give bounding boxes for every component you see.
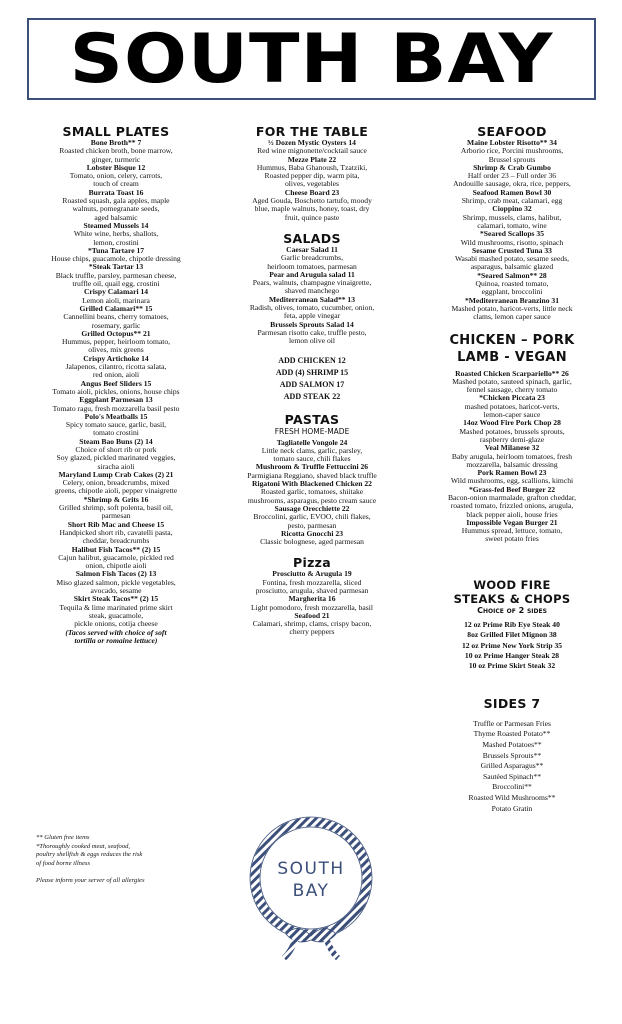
steak-item: 12 oz Prime Rib Eye Steak 40 (464, 619, 560, 629)
menu-item-description: Cajun halibut, guacamole, pickled red (58, 552, 174, 562)
menu-item (402, 297, 622, 322)
menu-item-description: House chips, guacamole, chipotle dressing (51, 254, 181, 264)
menu-item-name: *Seared Salmon** 28 (477, 270, 547, 280)
menu-item-name: Skirt Steak Tacos** (2) 15 (73, 594, 159, 604)
menu-item-description: Black truffle, parsley, parmesan cheese, (55, 270, 177, 280)
menu-item (210, 189, 414, 222)
menu-item-description: Soy glazed, pickled marinated veggies, (56, 453, 176, 463)
menu-item-description: aged balsamic (94, 212, 138, 222)
menu-item-description: Cannellini beans, cherry tomatoes, (63, 312, 169, 322)
footnote-line: ** Gluten free items (36, 834, 90, 841)
menu-item-description: Little neck clams, garlic, parsley, (261, 445, 363, 455)
menu-item-description: parmesan (101, 511, 131, 521)
menu-item-description: roasted tomato, frizzled onions, arugula, (450, 501, 574, 511)
side-item: Sautéed Spinach** (483, 771, 541, 781)
steaks-heading-2: STEAKS & CHOPS (453, 591, 571, 606)
menu-item-description: prosciutto, arugula, shaved parmesan (255, 585, 369, 595)
menu-item-description: Grilled shrimp, soft polenta, basil oil, (59, 503, 173, 513)
menu-item-description: Arborio rice, Porcini mushrooms, (460, 146, 564, 156)
menu-item-description: Hummus spread, lettuce, tomato, (461, 526, 563, 536)
menu-item-description: tomato sauce, chili flakes (273, 454, 351, 464)
menu-item-description: Spicy tomato sauce, garlic, basil, (65, 420, 167, 430)
steaks-subheading: Choice of 2 sides (477, 605, 547, 615)
menu-item-description: sweet potato fries (485, 534, 539, 544)
side-item: Potato Gratin (491, 803, 533, 813)
addon-salmon: ADD SALMON 17 (279, 379, 345, 389)
menu-item-description: Quinoa, roasted tomato, (475, 279, 549, 289)
menu-item-name: Caesar Salad 11 (286, 244, 338, 254)
footnotes (36, 834, 206, 886)
menu-item (0, 413, 232, 438)
menu-item (0, 396, 232, 413)
seafood-list (402, 139, 622, 322)
menu-item (210, 139, 414, 156)
menu-item-description: fruit, quince paste (284, 212, 340, 222)
menu-item (210, 530, 414, 547)
menu-item (402, 486, 622, 519)
menu-item-name: Salmon Fish Tacos (2) 13 (75, 569, 157, 579)
menu-item-description: pesto, parmesan (287, 520, 337, 530)
menu-item (402, 519, 622, 544)
menu-item-description: mushrooms, asparagus, pesto cream sauce (247, 495, 377, 505)
menu-item (210, 439, 414, 464)
menu-item-description: Brussel sprouts (488, 154, 536, 164)
menu-item-description: Jalapenos, cilantro, ricotta salata, (65, 362, 167, 372)
menu-item-name: Cioppino 32 (492, 204, 532, 214)
chicken-pork-heading-1: CHICKEN – PORK (449, 332, 575, 348)
pizza-list (210, 570, 414, 636)
menu-item-description: Light pomodoro, fresh mozzarella, basil (251, 602, 373, 612)
menu-item-name: Rigatoni With Blackened Chicken 22 (252, 479, 372, 489)
menu-item-name: Maine Lobster Risotto** 34 (467, 138, 557, 147)
menu-item-name: *Chicken Piccata 23 (479, 393, 545, 403)
menu-item (0, 189, 232, 222)
menu-item (210, 463, 414, 480)
menu-item-description: touch of cream (93, 179, 139, 189)
menu-item (210, 246, 414, 271)
menu-item-name: Steam Bao Buns (2) 14 (79, 436, 153, 446)
side-item: Brussels Sprouts** (482, 750, 542, 760)
menu-item-description: Lemon aioli, marinara (82, 295, 150, 305)
menu-item-name: Sausage Orecchiette 22 (274, 503, 350, 513)
menu-item-name: Tagliatelle Vongole 24 (276, 437, 348, 447)
menu-item (210, 321, 414, 346)
menu-item-description: Mashed potato, sauteed spinach, garlic, (452, 376, 572, 386)
column-middle (210, 124, 414, 637)
steak-item: 8oz Grilled Filet Mignon 38 (467, 630, 557, 640)
menu-item-name: Mezze Plate 22 (287, 154, 337, 164)
pizza-heading: Pizza (293, 555, 331, 571)
menu-item-name: 14oz Wood Fire Pork Chop 28 (463, 418, 561, 428)
menu-item-description: greens, chipotle aioli, pepper vinaigrette (54, 486, 178, 496)
menu-item-description: Wild mushrooms, risotto, spinach (460, 237, 564, 247)
menu-item (402, 164, 622, 189)
menu-item-description: cheddar, breadcrumbs (82, 536, 150, 546)
menu-item-name: *Grass-fed Beef Burger 22 (468, 484, 556, 494)
salads-heading: SALADS (283, 230, 341, 246)
menu-item (402, 444, 622, 469)
menu-item-description: olives, mix greens (88, 345, 144, 355)
menu-item-name: Impossible Vegan Burger 21 (466, 517, 558, 527)
menu-item-description: Tequila & lime marinated prime skirt (59, 602, 173, 612)
menu-item-name: *Mediterranean Branzino 31 (464, 295, 560, 305)
menu-item (210, 480, 414, 505)
rope-ring-icon (246, 810, 376, 960)
menu-item-description: Roasted squash, gala apples, maple (62, 196, 170, 206)
menu-item-name: Angus Beef Sliders 15 (80, 378, 152, 388)
footnote-line: of food borne illness (36, 859, 91, 867)
menu-item (0, 247, 232, 264)
menu-item-description: lemon, crostini (93, 237, 139, 247)
steak-item: 10 oz Prime Skirt Steak 32 (468, 661, 556, 671)
menu-item-description: Half order 23 – Full order 36 (467, 171, 557, 181)
menu-item-description: White wine, herbs, shallots, (73, 229, 159, 239)
menu-item-description: onion, chipotle aioli (85, 561, 147, 571)
menu-item-name: Eggplant Parmesan 13 (79, 395, 153, 405)
steak-item: 12 oz Prime New York Strip 35 (461, 640, 563, 650)
sides-heading: SIDES 7 (483, 695, 541, 711)
footnote-line: poultry shellfish & eggs reduces the risk (36, 851, 143, 859)
side-item: Thyme Roasted Potato** (473, 729, 551, 739)
menu-item-name: Roasted Chicken Scarpariello** 26 (455, 368, 569, 378)
menu-item (0, 438, 232, 471)
menu-item (0, 546, 232, 571)
menu-item (0, 263, 232, 288)
menu-item-description: Broccolini, garlic, EVOO, chili flakes, (253, 512, 371, 522)
menu-item (210, 612, 414, 637)
menu-item-description: fennel sausage, cherry tomato (466, 385, 558, 395)
menu-item-name: Sesame Crusted Tuna 33 (472, 245, 552, 255)
menu-item-description: Tomato, onion, celery, carrots, (69, 171, 163, 181)
menu-item (402, 370, 622, 395)
menu-item (402, 419, 622, 444)
footnote-line: *Thoroughly cooked meat, seafood, (36, 842, 131, 850)
addon-steak: ADD STEAK 22 (283, 391, 341, 401)
menu-item-description: Tomato ragu, fresh mozzarella basil pesto (52, 403, 180, 413)
menu-item-description: Fontina, fresh mozzarella, sliced (262, 577, 362, 587)
menu-item-name: Cheese Board 23 (284, 187, 340, 197)
rope-logo (246, 810, 376, 960)
menu-item-description: truffle oil, quail egg, crostini (72, 279, 160, 289)
menu-item (0, 288, 232, 305)
menu-item-name: *Shrimp & Grits 16 (83, 494, 149, 504)
menu-item (0, 139, 232, 164)
menu-item-description: Tomato aioli, pickles, onions, house chips (52, 386, 180, 396)
menu-item-name: Short Rib Mac and Cheese 15 (67, 519, 165, 529)
menu-item (402, 205, 622, 230)
menu-item-description: Wild mushrooms, egg, scallions, kimchi (450, 476, 574, 486)
side-item: Truffle or Parmesan Fries (473, 718, 551, 728)
menu-item-name: Seafood Ramen Bowl 30 (472, 187, 552, 197)
menu-item-name: Pear and Arugula salad 11 (269, 269, 355, 279)
menu-item-description: tomato crostini (93, 428, 139, 438)
menu-item-name: ½ Dozen Mystic Oysters 14 (268, 138, 356, 147)
pastas-subheading: FRESH HOME-MADE (274, 426, 350, 436)
menu-item-name: *Seared Scallops 35 (480, 229, 544, 239)
menu-item (0, 164, 232, 189)
menu-item-name: Prosciutto & Arugula 19 (272, 569, 352, 579)
menu-item-description: Roasted garlic, tomatoes, shiitake (260, 487, 364, 497)
menu-item-description: siracha aioli (97, 461, 135, 471)
menu-item-description: avocado, sesame (90, 586, 142, 596)
menu-item (402, 469, 622, 486)
footnote-line (36, 868, 206, 877)
logo-line-1: SOUTH (277, 859, 345, 879)
menu-item-description: Mashed potatoes, brussels sprouts, (459, 426, 565, 436)
menu-item-description: heirloom tomatoes, parmesan (267, 261, 357, 271)
menu-item-name: Shrimp & Crab Gumbo (473, 162, 551, 172)
salad-addons (210, 355, 414, 403)
side-item: Grilled Asparagus** (480, 761, 544, 771)
menu-item (0, 330, 232, 355)
side-item: Mashed Potatoes** (482, 739, 542, 749)
menu-item-description: Bacon-onion marmalade, grafton cheddar, (447, 492, 577, 502)
menu-item-name: Bone Broth** 7 (90, 138, 142, 147)
menu-item-name: Brussels Sprouts Salad 14 (270, 319, 354, 329)
menu-item-name: *Tuna Tartare 17 (87, 245, 145, 255)
menu-item (210, 296, 414, 321)
menu-item-description: Miso glazed salmon, pickle vegetables, (56, 577, 176, 587)
menu-item-description: Mashed potato, haricot-verts, little neck (451, 303, 573, 313)
menu-item-description: Calamari, shrimp, clams, crispy bacon, (252, 619, 372, 629)
menu-item-description: Parmesan risotto cake, truffle pesto, (257, 327, 367, 337)
menu-item-description: eggplant, broccolini (481, 287, 543, 297)
for-the-table-list (210, 139, 414, 222)
menu-item (210, 156, 414, 189)
pastas-heading: PASTAS (284, 411, 340, 427)
steaks-list (402, 620, 622, 672)
column-left (0, 124, 232, 645)
for-the-table-heading: FOR THE TABLE (255, 124, 369, 139)
menu-item-name: Steamed Mussels 14 (83, 220, 149, 230)
menu-item-description: Parmigiana Reggiano, shaved black truffle (247, 470, 377, 480)
menu-item-description: Shrimp, crab meat, calamari, egg (461, 196, 563, 206)
menu-item (0, 305, 232, 330)
menu-item-description: Classic bolognese, aged parmesan (260, 537, 364, 547)
addon-chicken: ADD CHICKEN 12 (278, 355, 346, 365)
menu-item-description: walnuts, pomegranate seeds, (72, 204, 160, 214)
menu-item-description: Celery, onion, breadcrumbs, mixed (62, 478, 170, 488)
menu-item-description: Shrimp, mussels, clams, halibut, (462, 212, 562, 222)
menu-item (402, 247, 622, 272)
menu-item-name: Grilled Octopus** 21 (81, 328, 151, 338)
menu-item (0, 380, 232, 397)
menu-item-name: Mediterranean Salad** 13 (268, 294, 356, 304)
menu-item (0, 222, 232, 247)
menu-item-description: steak, guacamole, (88, 610, 144, 620)
restaurant-title: SOUTH BAY (69, 19, 554, 99)
chicken-pork-list (402, 370, 622, 544)
menu-item (210, 570, 414, 595)
menu-item-name: Lobster Bisque 12 (86, 162, 146, 172)
menu-item-description: cherry peppers (289, 627, 335, 637)
menu-item-name: Seafood 21 (294, 610, 330, 620)
salads-list (210, 246, 414, 346)
menu-item-name: Grilled Calamari** 15 (79, 303, 153, 313)
menu-item-description: Choice of short rib or pork (75, 444, 157, 454)
menu-item-description: Roasted chicken broth, bone marrow, (59, 146, 173, 156)
menu-item (0, 570, 232, 595)
menu-item (402, 189, 622, 206)
menu-item-name: Crispy Artichoke 14 (83, 353, 149, 363)
menu-item-description: Baby arugula, heirloom tomatoes, fresh (451, 451, 573, 461)
menu-item (210, 271, 414, 296)
menu-item-description: shaved manchego (284, 286, 340, 296)
menu-item-name: Crispy Calamari 14 (83, 287, 149, 297)
menu-item (210, 505, 414, 530)
menu-item-description: rosemary, garlic (91, 320, 141, 330)
menu-item-description: Aged Gouda, Boschetto tartufo, moody (252, 196, 372, 206)
menu-item-description: olives, vegetables (285, 179, 339, 189)
small-plates-list (0, 139, 232, 629)
steak-item: 10 oz Prime Hanger Steak 28 (464, 650, 560, 660)
title-banner (27, 18, 596, 100)
menu-item (210, 595, 414, 612)
menu-item (402, 230, 622, 247)
menu-item-name: Mushroom & Truffle Fettuccini 26 (255, 462, 369, 472)
menu-item (402, 139, 622, 164)
menu-item-name: Burrata Toast 16 (88, 187, 144, 197)
menu-item-description: Garlic breadcrumbs, (281, 253, 343, 263)
menu-item-description: Andouille sausage, okra, rice, peppers, (453, 179, 571, 189)
menu-item-name: Maryland Lump Crab Cakes (2) 21 (58, 469, 174, 479)
steaks-heading-1: WOOD FIRE (473, 577, 551, 592)
footnote-line: Please inform your server of all allergies (36, 876, 145, 884)
small-plates-heading: SMALL PLATES (62, 124, 170, 139)
menu-item-name: Halibut Fish Tacos** (2) 15 (71, 544, 161, 554)
menu-item-description: black pepper aioli, house fries (466, 509, 558, 519)
menu-item-description: mashed potatoes, haricot-verts, (464, 401, 560, 411)
tacos-note-line-2: tortilla or romaine lettuce) (74, 635, 158, 645)
column-right (402, 124, 622, 814)
menu-item (0, 496, 232, 521)
menu-item-description: ginger, turmeric (91, 154, 141, 164)
menu-item-description: feta, apple vinegar (283, 311, 341, 321)
menu-item-name: Veal Milanese 32 (484, 443, 540, 453)
addon-shrimp: ADD (4) SHRIMP 15 (275, 367, 349, 377)
menu-item (0, 521, 232, 546)
menu-item (402, 394, 622, 419)
pastas-list (210, 439, 414, 547)
menu-item-description: clams, lemon caper sauce (473, 312, 551, 322)
menu-item-description: Radish, olives, tomato, cucumber, onion, (249, 303, 375, 313)
menu-item (0, 595, 232, 628)
menu-item (402, 272, 622, 297)
menu-item-description: blue, maple walnuts, honey, toast, dry (254, 204, 370, 214)
menu-item-description: pickle onions, cotija cheese (74, 619, 158, 629)
tacos-note-line-1: (Tacos served with choice of soft (65, 627, 167, 637)
chicken-pork-heading-2: LAMB - VEGAN (457, 349, 567, 365)
menu-item-description: lemon-caper sauce (483, 410, 541, 420)
menu-item-name: Ricotta Gnocchi 23 (280, 528, 343, 538)
menu-item-description: Hummus, Baba Ghanoush, Tzatziki, (256, 162, 368, 172)
sides-list (402, 719, 622, 814)
menu-item-description: red onion, aioli (92, 370, 140, 380)
menu-item-description: Pears, walnuts, champagne vinaigrette, (252, 278, 372, 288)
seafood-heading: SEAFOOD (477, 124, 547, 139)
menu-item-description: asparagus, balsamic glazed (470, 262, 554, 272)
menu-item-description: Wasabi mashed potato, sesame seeds, (454, 254, 570, 264)
logo-line-2: BAY (292, 881, 330, 901)
menu-item (0, 355, 232, 380)
menu-item-description: Hummus, pepper, heirloom tomato, (61, 337, 171, 347)
menu-item-description: Roasted pepper dip, warm pita, (264, 171, 360, 181)
menu-item-name: Polo's Meatballs 15 (84, 411, 148, 421)
menu-item-description: Handpicked short rib, cavatelli pasta, (59, 527, 173, 537)
side-item: Roasted Wild Mushrooms** (468, 792, 556, 802)
menu-item-description: mozzarella, balsamic dressing (466, 459, 558, 469)
menu-item-description: lemon olive oil (289, 336, 335, 346)
menu-item-name: *Steak Tartar 13 (88, 262, 144, 272)
side-item: Broccolini** (492, 782, 532, 792)
menu-item (0, 471, 232, 496)
menu-item-description: Red wine mignonette/cocktail sauce (257, 146, 367, 156)
menu-item-name: Margherita 16 (288, 594, 336, 604)
menu-item-description: calamari, tomato, wine (477, 220, 547, 230)
menu-item-name: Pork Ramen Bowl 23 (477, 468, 547, 478)
menu-item-description: raspberry demi-glaze (479, 434, 545, 444)
